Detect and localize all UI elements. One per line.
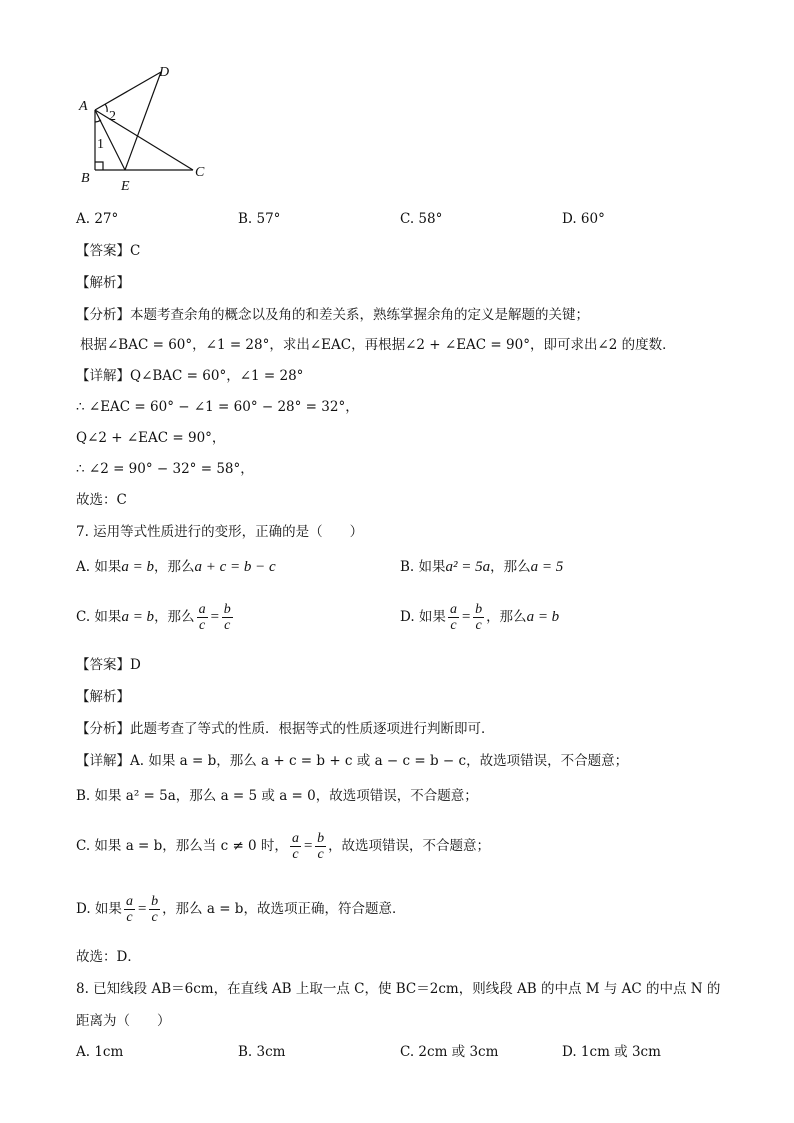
q6-option-d: D. 60°	[562, 211, 605, 227]
q6-answer: 【答案】C	[76, 243, 141, 259]
fraction-a-over-c: $\frac{a}{c}$	[198, 602, 206, 633]
text: ，那么 a = b，故选项正确，符合题意．	[162, 901, 406, 917]
q6-option-b: B. 57°	[238, 211, 281, 227]
q7-detail-d: D. 如果 $\frac{a}{c}$ = $\frac{b}{c}$ ，那么 a = b，故选项正确，符合题意．	[76, 894, 406, 925]
label-D: D	[159, 65, 170, 80]
label-B: B	[81, 171, 90, 186]
text: C. 如果 a = b，那么当 c ≠ 0 时，	[76, 838, 288, 854]
q8-stem-1: 8. 已知线段 AB＝6cm，在直线 AB 上取一点 C，使 BC＝2cm，则线段 AB 的中点 M 与 AC 的中点 N 的	[76, 981, 721, 997]
q7-detail-c: C. 如果 a = b，那么当 c ≠ 0 时， $\frac{a}{c}$ = $\frac{b}{c}$ ，故选项错误，不合题意；	[76, 831, 491, 862]
q8-option-b: B. 3cm	[238, 1044, 286, 1060]
q6-option-c: C. 58°	[400, 211, 443, 227]
fraction-a-over-c: $\frac{a}{c}$	[291, 831, 299, 862]
math: a² = 5a	[445, 559, 491, 575]
text: B. 如果	[400, 559, 446, 575]
fraction-a-over-c: $\frac{a}{c}$	[125, 894, 133, 925]
q6-analysis: 【分析】本题考查余角的概念以及角的和差关系，熟练掌握余角的定义是解题的关键；	[76, 307, 589, 323]
q6-jiexi: 【解析】	[76, 275, 130, 291]
q7-detail-a: 【详解】A. 如果 a = b，那么 a + c = b + c 或 a − c = b − c，故选项错误，不合题意；	[76, 753, 629, 769]
math: a = b	[121, 559, 154, 575]
math: a = b	[526, 609, 560, 625]
q7-option-a	[76, 558, 276, 576]
q7-option-d: D. 如果 $\frac{a}{c}$ = $\frac{b}{c}$ ，那么a = b	[400, 602, 560, 633]
q6-detail-2: ∴ ∠EAC = 60° − ∠1 = 60° − 28° = 32°，	[76, 399, 359, 415]
label-A: A	[79, 99, 88, 114]
q7-option-c: C. 如果a = b，那么 $\frac{a}{c}$ = $\frac{b}{c}$	[76, 602, 231, 633]
fraction-a-over-c: $\frac{a}{c}$	[449, 602, 457, 633]
text: ，那么	[486, 609, 527, 625]
geometry-figure	[75, 60, 215, 195]
q7-jiexi: 【解析】	[76, 689, 130, 705]
q8-option-a: A. 1cm	[76, 1044, 124, 1060]
fraction-b-over-c: $\frac{b}{c}$	[151, 894, 159, 925]
label-E: E	[121, 179, 130, 194]
label-C: C	[195, 165, 205, 180]
q7-stem: 7. 运用等式性质进行的变形，正确的是（ ）	[76, 524, 364, 540]
text: ，那么	[153, 559, 195, 575]
q6-option-a: A. 27°	[76, 211, 119, 227]
text: ，故选项错误，不合题意；	[328, 838, 491, 854]
q6-analysis-2: 根据∠BAC = 60°，∠1 = 28°，求出∠EAC，再根据∠2 + ∠EAC = 90°，即可求出∠2 的度数．	[80, 337, 676, 353]
fraction-b-over-c: $\frac{b}{c}$	[317, 831, 325, 862]
q7-answer: 【答案】D	[76, 657, 141, 673]
math: a = 5	[530, 559, 564, 575]
q7-choose: 故选：D．	[76, 949, 141, 965]
text: ，那么	[490, 559, 531, 575]
fraction-b-over-c: $\frac{b}{c}$	[223, 602, 231, 633]
q6-detail-1: 【详解】Q∠BAC = 60°，∠1 = 28°	[76, 368, 304, 384]
text: C. 如果	[76, 609, 122, 625]
text: A. 如果	[76, 559, 122, 575]
q6-detail-3: Q∠2 + ∠EAC = 90°，	[76, 430, 226, 446]
q6-choose: 故选：C	[76, 492, 127, 508]
q8-option-c: C. 2cm 或 3cm	[400, 1044, 499, 1060]
text: D. 如果	[400, 609, 446, 625]
text: ，那么	[154, 609, 195, 625]
label-angle2: 2	[109, 109, 116, 124]
fraction-b-over-c: $\frac{b}{c}$	[475, 602, 483, 633]
label-angle1: 1	[97, 137, 104, 152]
q8-option-d: D. 1cm 或 3cm	[562, 1044, 661, 1060]
math: a = b	[121, 609, 155, 625]
q7-analysis: 【分析】此题考查了等式的性质．根据等式的性质逐项进行判断即可．	[76, 721, 495, 737]
q6-detail-4: ∴ ∠2 = 90° − 32° = 58°，	[76, 461, 254, 477]
q7-option-b	[400, 558, 563, 576]
q8-stem-2: 距离为（ ）	[76, 1013, 171, 1029]
text: D. 如果	[76, 901, 122, 917]
q7-detail-b: B. 如果 a² = 5a，那么 a = 5 或 a = 0，故选项错误，不合题意；	[76, 788, 478, 804]
math: a + c = b − c	[194, 559, 276, 575]
